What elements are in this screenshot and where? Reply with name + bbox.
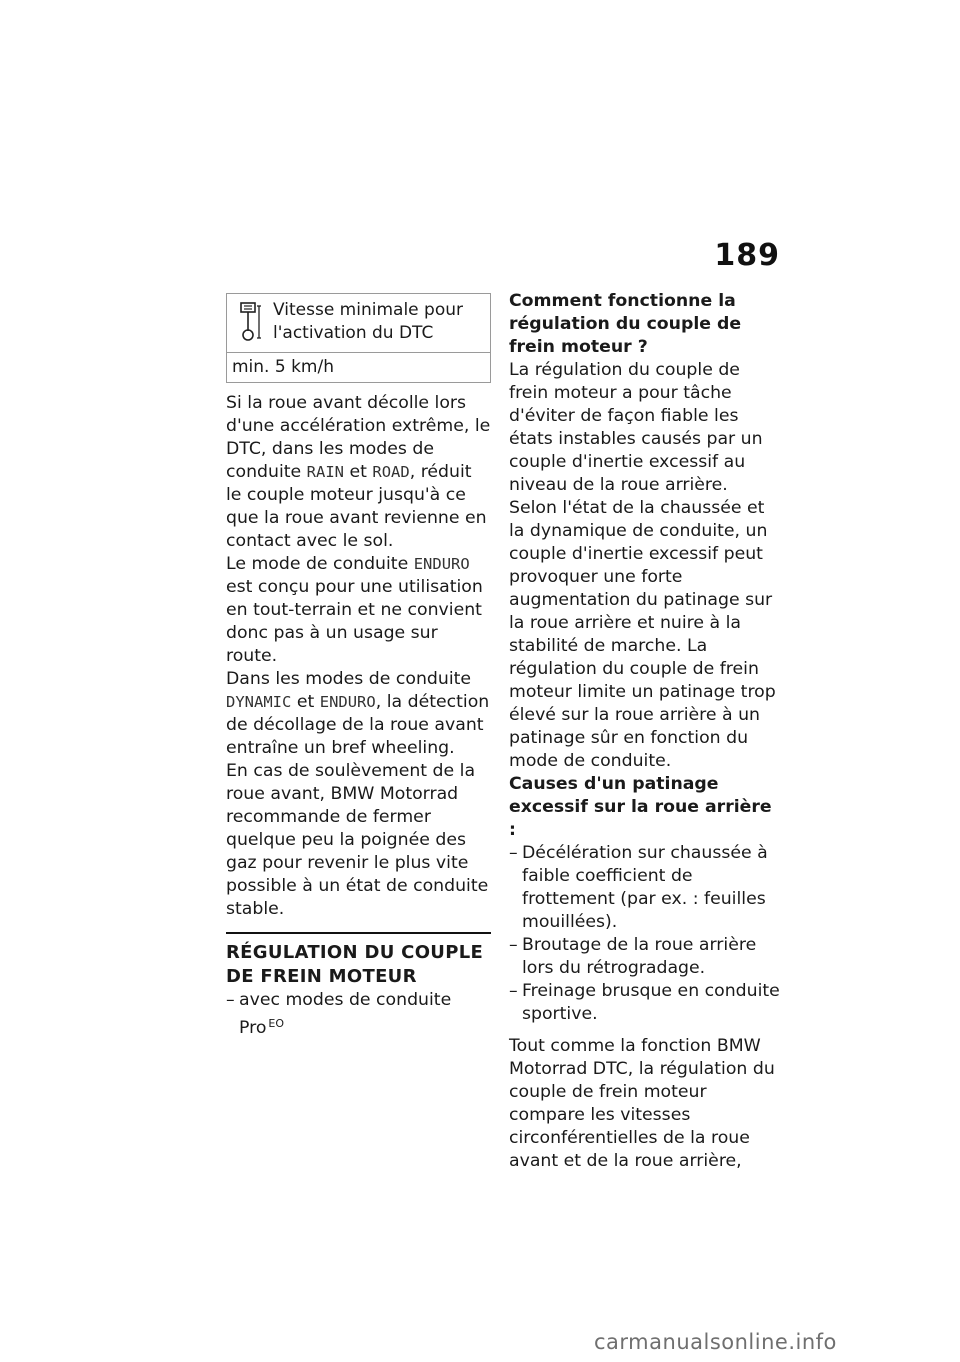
spec-table (226, 293, 491, 383)
text-run: Le mode de conduite (226, 554, 414, 574)
cause-text: – Broutage de la roue arrière lors du rétrogradage. (522, 935, 757, 978)
cause-item (509, 980, 781, 1026)
text-run: Si la roue avant décolle lors d'une accélération extrême, le DTC, dans les modes de conduite (226, 393, 491, 482)
cause-item (509, 842, 781, 934)
riding-mode-enduro: ENDURO (413, 555, 470, 573)
paragraph-dynamic-enduro (226, 668, 491, 760)
cause-text: – Freinage brusque en conduite sportive. (522, 981, 780, 1024)
watermark: carmanualsonline.info (594, 1330, 837, 1354)
text-run: , la détection de décollage de la roue avant entraîne un bref wheeling. (226, 692, 490, 758)
section-divider (226, 932, 491, 934)
left-column (226, 293, 491, 1040)
spec-label (273, 294, 463, 345)
spec-value: min. 5 km/h (232, 357, 334, 377)
option-text: avec modes de conduite Pro (239, 990, 452, 1038)
text-run: et (343, 462, 373, 482)
page-number: 189 (714, 238, 780, 273)
spec-table-header (227, 294, 490, 353)
cause-text: – Décélération sur chaussée à faible coefficient de frottement (par ex. : feuilles mouillées). (522, 843, 768, 932)
section-heading: RÉGULATION DU COUPLE DE FREIN MOTEUR (226, 942, 484, 987)
dtc-wheel-sensor-icon (227, 294, 273, 352)
question-heading: Comment fonctionne la régulation du couple de frein moteur ? (509, 291, 742, 357)
paragraph-front-wheel-lift (226, 392, 491, 553)
text-run: Dans les modes de conduite (226, 669, 472, 689)
text-run: et (291, 692, 320, 712)
text-run: , réduit le couple moteur jusqu'à ce que la roue avant revienne en contact avec le sol. (226, 462, 487, 551)
question-answer: La régulation du couple de frein moteur a pour tâche d'éviter de façon fiable les états instables causés par un couple d'inertie excessif au niveau de la roue arrière. Selon l'état de la chaussée et la dynamique de conduite, un couple d'inertie excessif peut provoquer une forte augmentation du patinage sur la roue arrière et nuire à la stabilité de marche. La régulation du couple de frein moteur limite un patinage trop élevé sur la roue arrière à un patinage sûr en fonction du mode de conduite. (509, 360, 776, 771)
cause-item (509, 934, 781, 980)
paragraph-enduro (226, 553, 491, 668)
option-list (226, 989, 491, 1040)
causes-list (509, 842, 781, 1026)
text-run: est conçu pour une utilisation en tout-terrain et ne convient donc pas à un usage sur route. (226, 577, 483, 666)
riding-mode-dynamic: DYNAMIC (226, 693, 292, 711)
left-body (226, 392, 491, 921)
riding-mode-rain: RAIN (306, 463, 344, 481)
right-column (509, 290, 781, 1173)
riding-mode-enduro: ENDURO (319, 693, 376, 711)
option-item (226, 989, 491, 1040)
causes-heading: Causes d'un patinage excessif sur la roue arrière : (509, 774, 772, 840)
paragraph-recommendation: En cas de soulèvement de la roue avant, BMW Motorrad recommande de fermer quelque peu la poignée des gaz pour revenir le plus vite possible à un état de conduite stable. (226, 761, 489, 919)
option-superscript: EO (268, 1017, 285, 1030)
spec-label-line1: Vitesse minimale pour (273, 300, 463, 320)
riding-mode-road: ROAD (372, 463, 410, 481)
closing-paragraph: Tout comme la fonction BMW Motorrad DTC, la régulation du couple de frein moteur compare les vitesses circonférentielles de la roue avant et de la roue arrière, (509, 1036, 775, 1171)
spec-label-line2: l'activation du DTC (273, 323, 434, 343)
